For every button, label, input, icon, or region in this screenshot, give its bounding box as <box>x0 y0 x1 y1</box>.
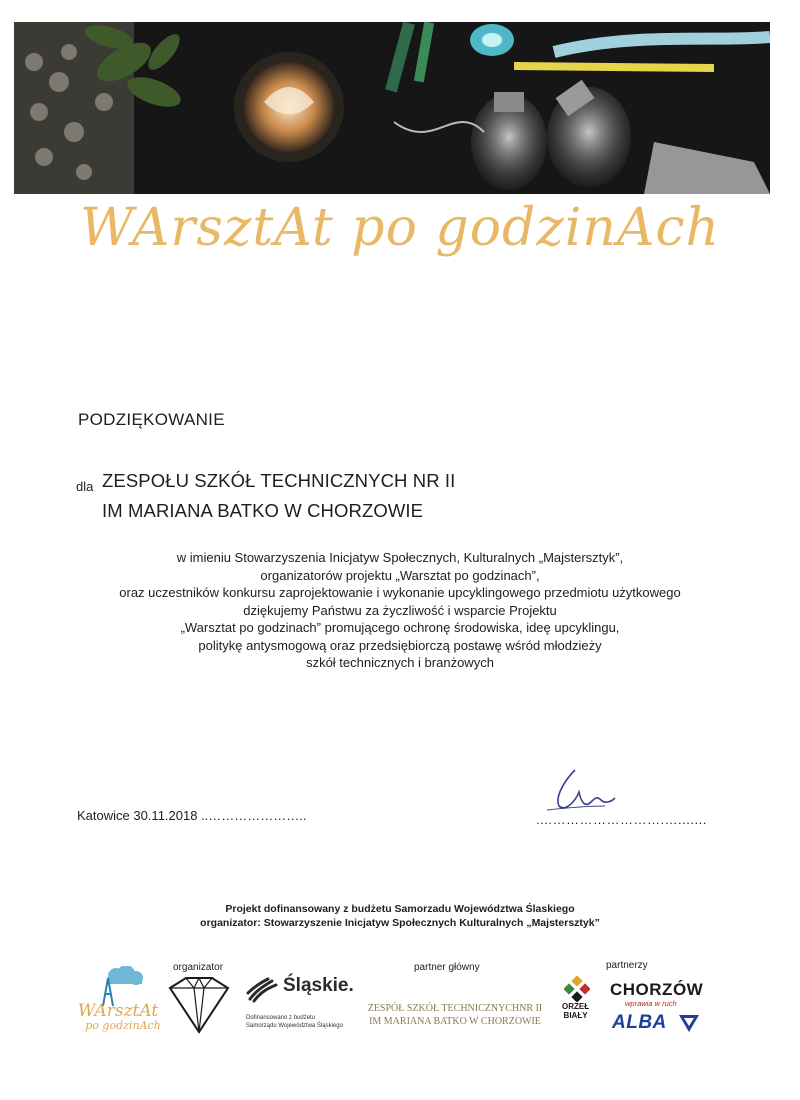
body-line: dziękujemy Państwu za życzliwość i wsparcie Projektu <box>243 602 557 618</box>
label-organizator: organizator <box>173 962 224 973</box>
warsztat-logo-icon <box>68 966 168 1032</box>
body-line: politykę antysmogową oraz przedsiębiorczą postawę wśród młodzieży <box>198 637 602 653</box>
body-line: szkół technicznych i branżowych <box>306 655 494 670</box>
school-line-2: IM MARIANA BATKO W CHORZOWIE <box>369 1016 541 1027</box>
recipient-prefix: dla <box>76 479 94 494</box>
orzel-bialy-logo-icon <box>564 976 590 1002</box>
svg-text:WArsztAt: WArsztAt <box>77 1001 159 1021</box>
slaskie-sub-line-2: Samorządu Województwa Śląskiego <box>246 1022 343 1029</box>
funding-line-2: organizator: Stowarzyszenie Inicjatyw Społecznych Kulturalnych „Majstersztyk” <box>200 917 600 929</box>
orzel-bialy-wordmark <box>562 1002 589 1020</box>
photo-banner <box>14 22 770 194</box>
orzel-line-2: BIAŁY <box>563 1011 588 1020</box>
label-partner-glowny: partner główny <box>414 962 480 973</box>
orzel-line-1: ORZEŁ <box>562 1002 590 1011</box>
body-line: oraz uczestników konkursu zaprojektowanie i wykonanie upcyklingowego przedmiotu użytkowego <box>119 585 681 600</box>
slaskie-wordmark: Śląskie. <box>283 975 354 996</box>
funding-line-1: Projekt dofinansowany z budżetu Samorzadu Województwa Ślaskiego <box>225 903 575 915</box>
certificate-heading: PODZIĘKOWANIE <box>78 410 225 429</box>
chorzow-wordmark: CHORZÓW <box>610 980 704 999</box>
project-title: WArsztAt po godzinAch <box>80 198 720 258</box>
school-line-1: ZESPÓŁ SZKÓŁ TECHNICZNYCHNR II <box>367 1003 543 1014</box>
body-line: w imieniu Stowarzyszenia Inicjatyw Społecznych, Kulturalnych „Majstersztyk”, <box>176 550 624 565</box>
place-and-date: Katowice 30.11.2018 ..………………….. <box>77 808 307 823</box>
slaskie-subtitle <box>246 1015 343 1030</box>
diamond-logo-icon <box>166 976 232 1036</box>
signature-scribble <box>545 762 625 814</box>
recipient-line-1: ZESPOŁU SZKÓŁ TECHNICZNYCH NR II <box>102 470 456 491</box>
signature-line: ....…………………….…....... <box>536 812 707 827</box>
funding-info <box>0 902 800 930</box>
certificate-body <box>60 549 740 672</box>
alba-logo-icon <box>678 1013 700 1033</box>
slaskie-logo-icon <box>246 977 278 1003</box>
label-partnerzy: partnerzy <box>606 960 648 971</box>
svg-text:po godzinAch: po godzinAch <box>85 1019 161 1032</box>
main-partner-school <box>355 1002 555 1028</box>
recipient-line-2: IM MARIANA BATKO W CHORZOWIE <box>102 500 424 521</box>
body-line: „Warsztat po godzinach” promującego ochronę środowiska, ideę upcyklingu, <box>180 620 620 635</box>
chorzow-tagline: wprawia w ruch <box>625 999 677 1008</box>
alba-wordmark: ALBA <box>612 1012 667 1033</box>
body-line: organizatorów projektu „Warsztat po godzinach”, <box>260 567 540 583</box>
slaskie-sub-line-1: Dofinansowano z budżetu <box>246 1015 316 1021</box>
